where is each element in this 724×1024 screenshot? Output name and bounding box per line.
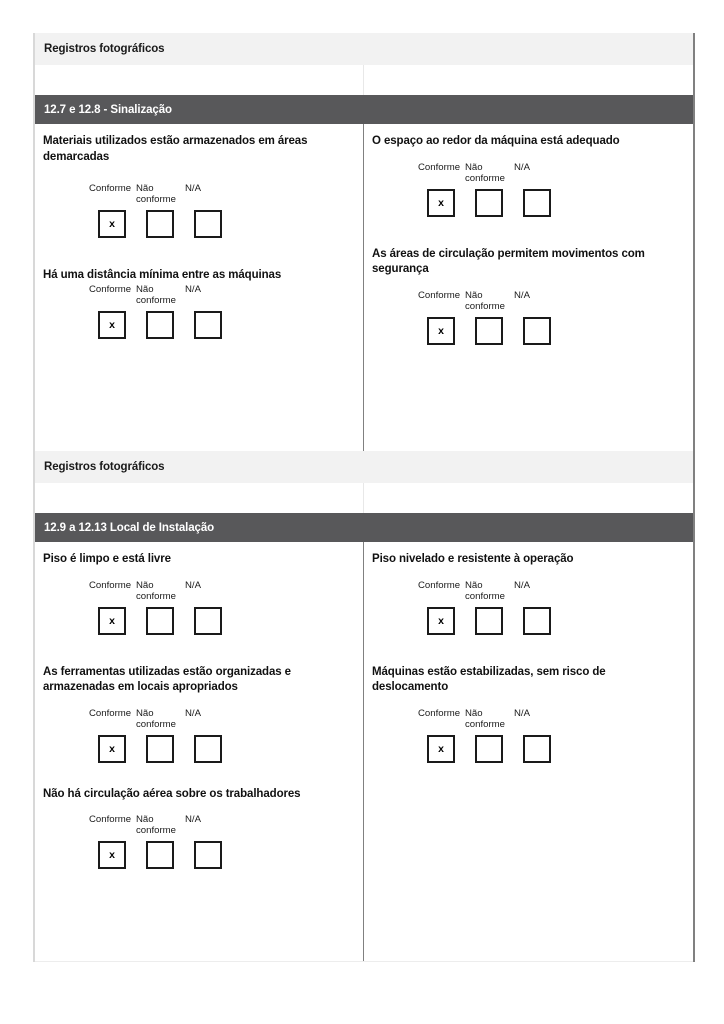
checklist-question: As ferramentas utilizadas estão organizadas e armazenadas em locais apropriados [43,665,291,693]
checkbox-na[interactable] [194,210,222,238]
checkbox-conforme[interactable]: x [427,189,455,217]
checklist-question: O espaço ao redor da máquina está adequado [372,135,620,147]
choice-label-na: N/A [185,814,201,825]
checklist-question: Materiais utilizados estão armazenados em áreas demarcadas [43,135,308,163]
checkbox-nao-conforme[interactable] [146,735,174,763]
choice-label-na: N/A [185,283,201,295]
checkbox-conforme[interactable]: x [427,317,455,345]
section-header-2-label: 12.9 a 12.13 Local de Instalação [44,521,215,534]
choice-group [43,708,355,763]
checklist-item [372,665,683,763]
choice-boxes [372,317,683,345]
choice-group [43,284,355,339]
photo-records-empty-row-2[interactable] [35,483,693,513]
section-2-right-column [364,542,691,961]
choice-boxes [43,607,355,635]
checkbox-conforme[interactable]: x [98,311,126,339]
checkbox-nao-conforme[interactable] [475,317,503,345]
checkbox-nao-conforme[interactable] [475,735,503,763]
choice-labels [43,580,355,602]
choice-labels [43,183,355,205]
checklist-question: As áreas de circulação permitem movimentos com segurança [372,247,645,275]
choice-label-conforme: Conforme [418,707,461,719]
page-bottom-rule [35,961,693,962]
checkbox-na[interactable] [194,607,222,635]
choice-labels [43,284,355,306]
photo-records-label: Registros fotográficos [44,461,165,473]
choice-label-nao-conforme: Não conforme [465,707,505,730]
checkbox-nao-conforme[interactable] [146,841,174,869]
choice-label-conforme: Conforme [418,289,461,301]
choice-labels [372,708,683,730]
choice-label-conforme: Conforme [89,283,132,295]
checklist-question: Piso nivelado e resistente à operação [372,553,574,565]
choice-labels [372,162,683,184]
choice-boxes [43,841,355,869]
choice-label-conforme: Conforme [89,814,132,825]
checklist-question: Máquinas estão estabilizadas, sem risco de deslocamento [372,665,606,693]
checklist-item [43,665,355,763]
choice-boxes [43,311,355,339]
checkbox-conforme[interactable]: x [98,210,126,238]
choice-label-nao-conforme: Não conforme [136,283,176,306]
section-2-left-column [35,542,364,961]
choice-group [43,183,355,238]
column-divider [363,483,364,513]
choice-boxes [372,189,683,217]
choice-labels [43,814,355,836]
checkbox-na[interactable] [194,735,222,763]
checkbox-conforme[interactable]: x [427,735,455,763]
photo-records-band-2 [35,451,693,483]
checklist-question: Piso é limpo e está livre [43,553,171,565]
section-header-1 [35,95,693,124]
photo-records-band-1 [35,33,693,65]
checkbox-nao-conforme[interactable] [475,189,503,217]
choice-label-nao-conforme: Não conforme [136,183,176,205]
checklist-item [372,552,683,635]
photo-records-empty-row-1[interactable] [35,65,693,95]
choice-label-nao-conforme: Não conforme [136,579,176,602]
checkbox-conforme[interactable]: x [98,607,126,635]
checklist-item [43,787,355,870]
choice-boxes [43,735,355,763]
choice-label-conforme: Conforme [418,579,461,591]
checklist-item [372,134,683,217]
checkbox-na[interactable] [523,317,551,345]
photo-records-label: Registros fotográficos [44,43,165,55]
choice-labels [372,580,683,602]
choice-group [43,814,355,869]
checklist-item [43,552,355,635]
choice-label-na: N/A [185,707,201,719]
choice-group [43,580,355,635]
checklist-question: Não há circulação aérea sobre os trabalhadores [43,787,301,800]
choice-label-nao-conforme: Não conforme [465,579,505,602]
choice-group [372,162,683,217]
choice-label-na: N/A [514,289,530,301]
section-header-1-label: 12.7 e 12.8 - Sinalização [44,103,172,116]
section-1-right-column [364,124,691,451]
checkbox-conforme[interactable]: x [98,841,126,869]
checkbox-conforme[interactable]: x [427,607,455,635]
checkbox-nao-conforme[interactable] [475,607,503,635]
choice-group [372,290,683,345]
choice-label-na: N/A [514,579,530,591]
choice-label-conforme: Conforme [89,183,132,194]
section-1-body [35,124,693,451]
choice-group [372,708,683,763]
choice-label-na: N/A [514,161,530,173]
choice-label-conforme: Conforme [89,707,132,719]
choice-label-conforme: Conforme [418,161,461,173]
section-header-2 [35,513,693,542]
checkbox-nao-conforme[interactable] [146,607,174,635]
choice-label-nao-conforme: Não conforme [465,289,505,312]
choice-labels [372,290,683,312]
checklist-item [43,268,355,339]
checklist-document [33,33,695,962]
checklist-item [372,247,683,345]
choice-label-conforme: Conforme [89,579,132,591]
choice-label-na: N/A [185,579,201,591]
choice-group [372,580,683,635]
choice-label-nao-conforme: Não conforme [465,161,505,184]
choice-labels [43,708,355,730]
choice-label-na: N/A [185,183,201,194]
choice-label-nao-conforme: Não conforme [136,707,176,730]
section-1-left-column [35,124,364,451]
section-2-body [35,542,693,961]
checkbox-nao-conforme[interactable] [146,210,174,238]
choice-label-na: N/A [514,707,530,719]
checkbox-na[interactable] [523,189,551,217]
checkbox-conforme[interactable]: x [98,735,126,763]
checkbox-na[interactable] [523,735,551,763]
choice-boxes [43,210,355,238]
choice-label-nao-conforme: Não conforme [136,814,176,836]
checkbox-na[interactable] [523,607,551,635]
checkbox-nao-conforme[interactable] [146,311,174,339]
checkbox-na[interactable] [194,311,222,339]
checklist-question: Há uma distância mínima entre as máquinas [43,269,282,281]
checkbox-na[interactable] [194,841,222,869]
column-divider [363,65,364,95]
choice-boxes [372,735,683,763]
checklist-item [43,134,355,238]
choice-boxes [372,607,683,635]
